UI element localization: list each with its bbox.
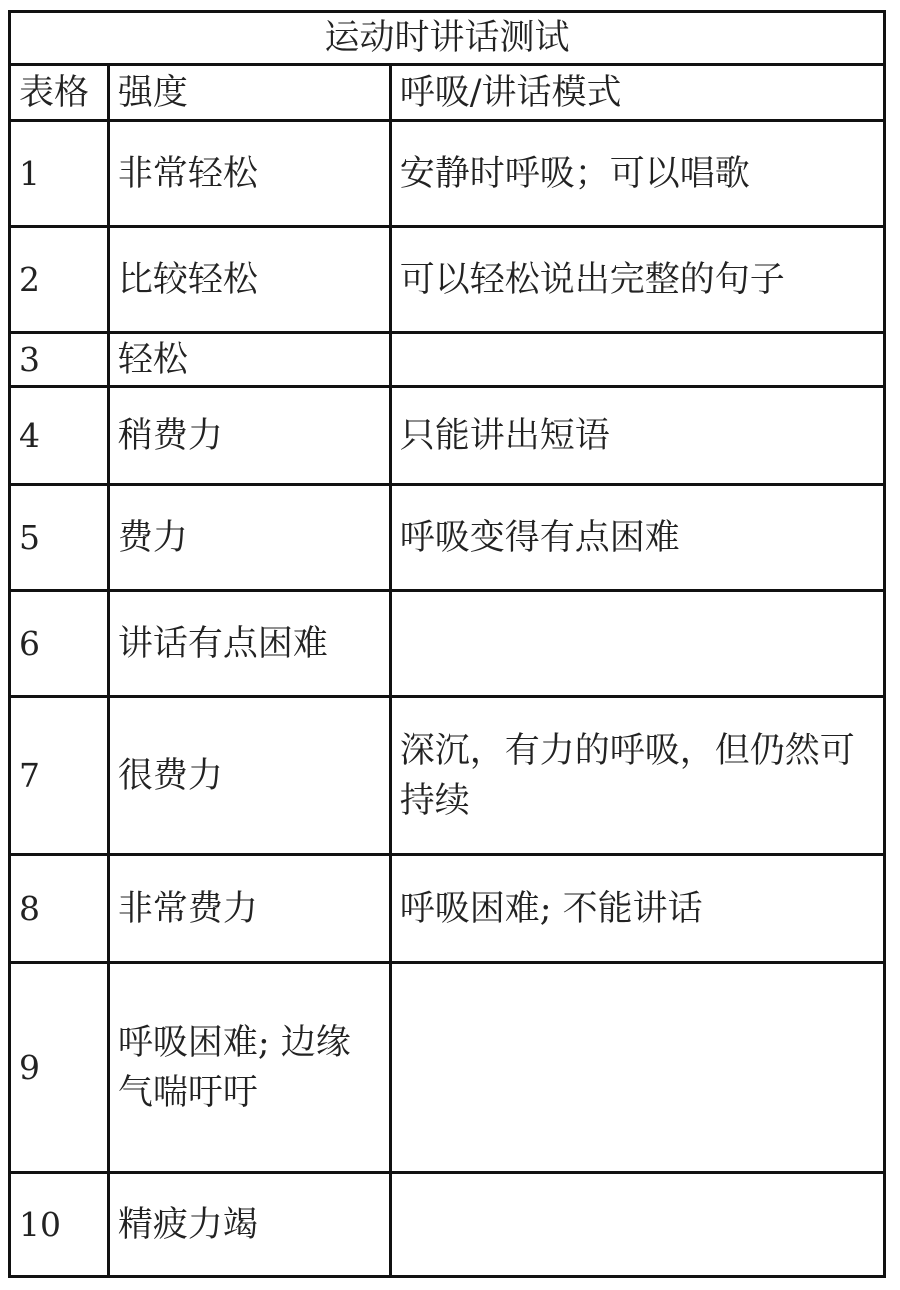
title-row — [10, 12, 885, 65]
table-row — [10, 1173, 885, 1277]
header-row — [10, 65, 885, 121]
row-level: 9 — [10, 963, 109, 1173]
table-row — [10, 591, 885, 697]
row-pattern — [390, 591, 884, 697]
header-pattern: 呼吸/讲话模式 — [390, 65, 884, 121]
row-intensity: 精疲力竭 — [108, 1173, 390, 1277]
table-row — [10, 697, 885, 855]
table-row — [10, 227, 885, 333]
row-level: 3 — [10, 333, 109, 387]
row-intensity: 讲话有点困难 — [108, 591, 390, 697]
row-level: 4 — [10, 387, 109, 485]
table-row — [10, 387, 885, 485]
table-row — [10, 855, 885, 963]
row-level: 10 — [10, 1173, 109, 1277]
row-intensity: 比较轻松 — [108, 227, 390, 333]
row-intensity: 呼吸困难; 边缘气喘吁吁 — [108, 963, 390, 1173]
header-intensity: 强度 — [108, 65, 390, 121]
row-level: 6 — [10, 591, 109, 697]
row-intensity: 轻松 — [108, 333, 390, 387]
speech-test-table — [8, 10, 886, 1278]
row-pattern — [390, 333, 884, 387]
row-pattern: 呼吸困难; 不能讲话 — [390, 855, 884, 963]
row-level: 1 — [10, 121, 109, 227]
table-row — [10, 121, 885, 227]
row-level: 5 — [10, 485, 109, 591]
table-row — [10, 963, 885, 1173]
row-pattern: 深沉，有力的呼吸，但仍然可持续 — [390, 697, 884, 855]
row-intensity: 费力 — [108, 485, 390, 591]
row-level: 2 — [10, 227, 109, 333]
row-pattern — [390, 1173, 884, 1277]
row-intensity: 很费力 — [108, 697, 390, 855]
row-intensity: 非常费力 — [108, 855, 390, 963]
row-pattern: 只能讲出短语 — [390, 387, 884, 485]
row-level: 7 — [10, 697, 109, 855]
table-row — [10, 485, 885, 591]
row-pattern: 呼吸变得有点困难 — [390, 485, 884, 591]
row-pattern: 可以轻松说出完整的句子 — [390, 227, 884, 333]
table-row — [10, 333, 885, 387]
row-pattern — [390, 963, 884, 1173]
row-intensity: 非常轻松 — [108, 121, 390, 227]
row-level: 8 — [10, 855, 109, 963]
row-intensity: 稍费力 — [108, 387, 390, 485]
row-pattern: 安静时呼吸；可以唱歌 — [390, 121, 884, 227]
table-title: 运动时讲话测试 — [10, 12, 885, 65]
header-level: 表格 — [10, 65, 109, 121]
